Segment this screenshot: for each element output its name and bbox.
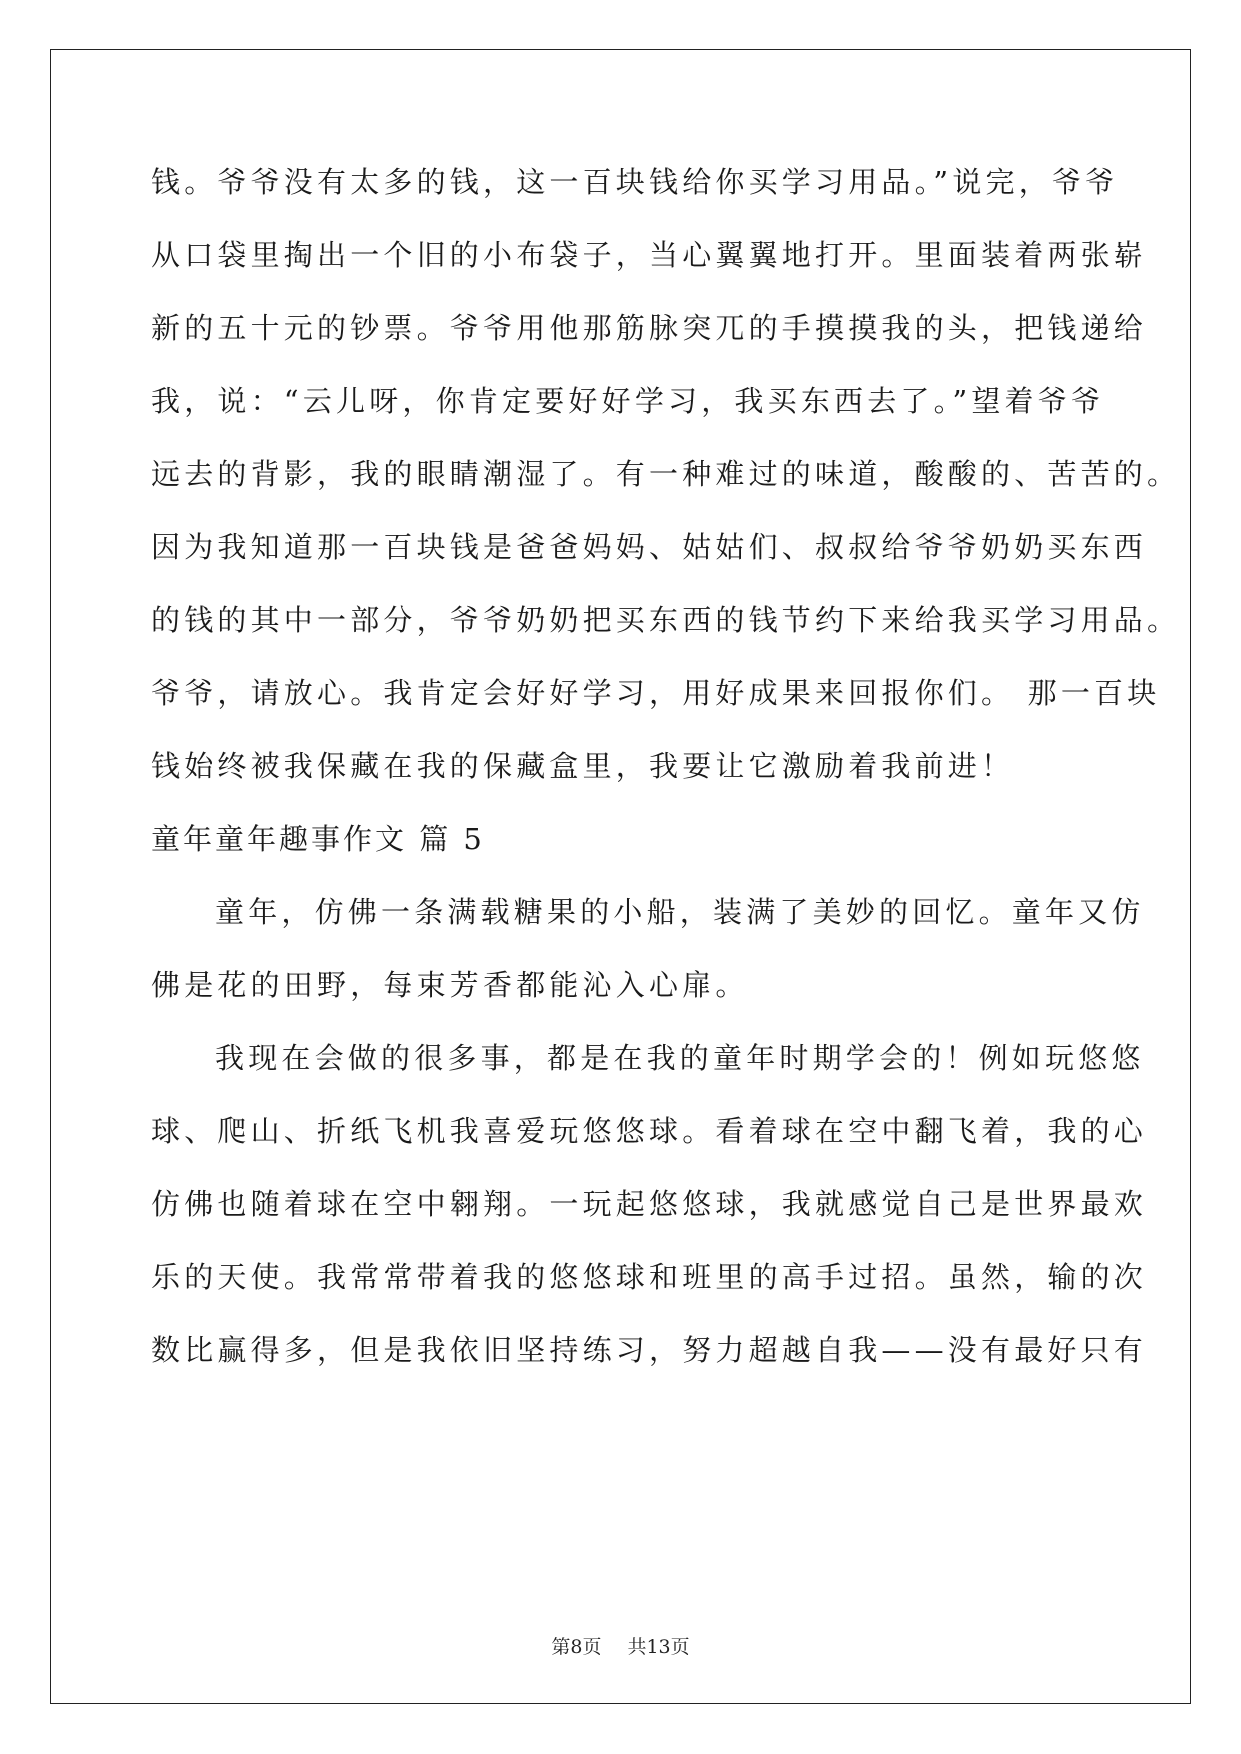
paragraph-line: 从口袋里掏出一个旧的小布袋子，当心翼翼地打开。里面装着两张崭 bbox=[151, 238, 1148, 272]
page-total: 共13页 bbox=[627, 1636, 690, 1658]
paragraph-line: 钱。爷爷没有太多的钱，这一百块钱给你买学习用品。”说完，爷爷 bbox=[151, 165, 1119, 199]
paragraph-line: 我现在会做的很多事，都是在我的童年时期学会的！例如玩悠悠 bbox=[215, 1041, 1145, 1075]
paragraph-line: 因为我知道那一百块钱是爸爸妈妈、姑姑们、叔叔给爷爷奶奶买东西 bbox=[151, 530, 1148, 564]
paragraph-line: 我，说：“云儿呀，你肯定要好好学习，我买东西去了。”望着爷爷 bbox=[151, 384, 1105, 418]
paragraph-line: 远去的背影，我的眼睛潮湿了。有一种难过的味道，酸酸的、苦苦的。 bbox=[151, 457, 1181, 491]
paragraph-line: 乐的天使。我常常带着我的悠悠球和班里的高手过招。虽然，输的次 bbox=[151, 1260, 1148, 1294]
paragraph-line: 钱始终被我保藏在我的保藏盒里，我要让它激励着我前进！ bbox=[151, 749, 1015, 783]
paragraph-line: 佛是花的田野，每束芳香都能沁入心扉。 bbox=[151, 968, 749, 1002]
page-border bbox=[50, 49, 1191, 1704]
section-heading: 童年童年趣事作文 篇 5 bbox=[151, 822, 485, 856]
paragraph-line: 数比赢得多，但是我依旧坚持练习，努力超越自我——没有最好只有 bbox=[151, 1333, 1148, 1367]
paragraph-line: 爷爷，请放心。我肯定会好好学习，用好成果来回报你们。 那一百块 bbox=[151, 676, 1161, 710]
paragraph-line: 的钱的其中一部分，爷爷奶奶把买东西的钱节约下来给我买学习用品。 bbox=[151, 603, 1181, 637]
page-number: 第8页 bbox=[551, 1636, 602, 1658]
paragraph-line: 新的五十元的钞票。爷爷用他那筋脉突兀的手摸摸我的头，把钱递给 bbox=[151, 311, 1148, 345]
paragraph-line: 童年，仿佛一条满载糖果的小船，装满了美妙的回忆。童年又仿 bbox=[215, 895, 1145, 929]
paragraph-line: 球、爬山、折纸飞机我喜爱玩悠悠球。看着球在空中翻飞着，我的心 bbox=[151, 1114, 1148, 1148]
page-footer bbox=[0, 1635, 1241, 1659]
paragraph-line: 仿佛也随着球在空中翱翔。一玩起悠悠球，我就感觉自己是世界最欢 bbox=[151, 1187, 1148, 1221]
